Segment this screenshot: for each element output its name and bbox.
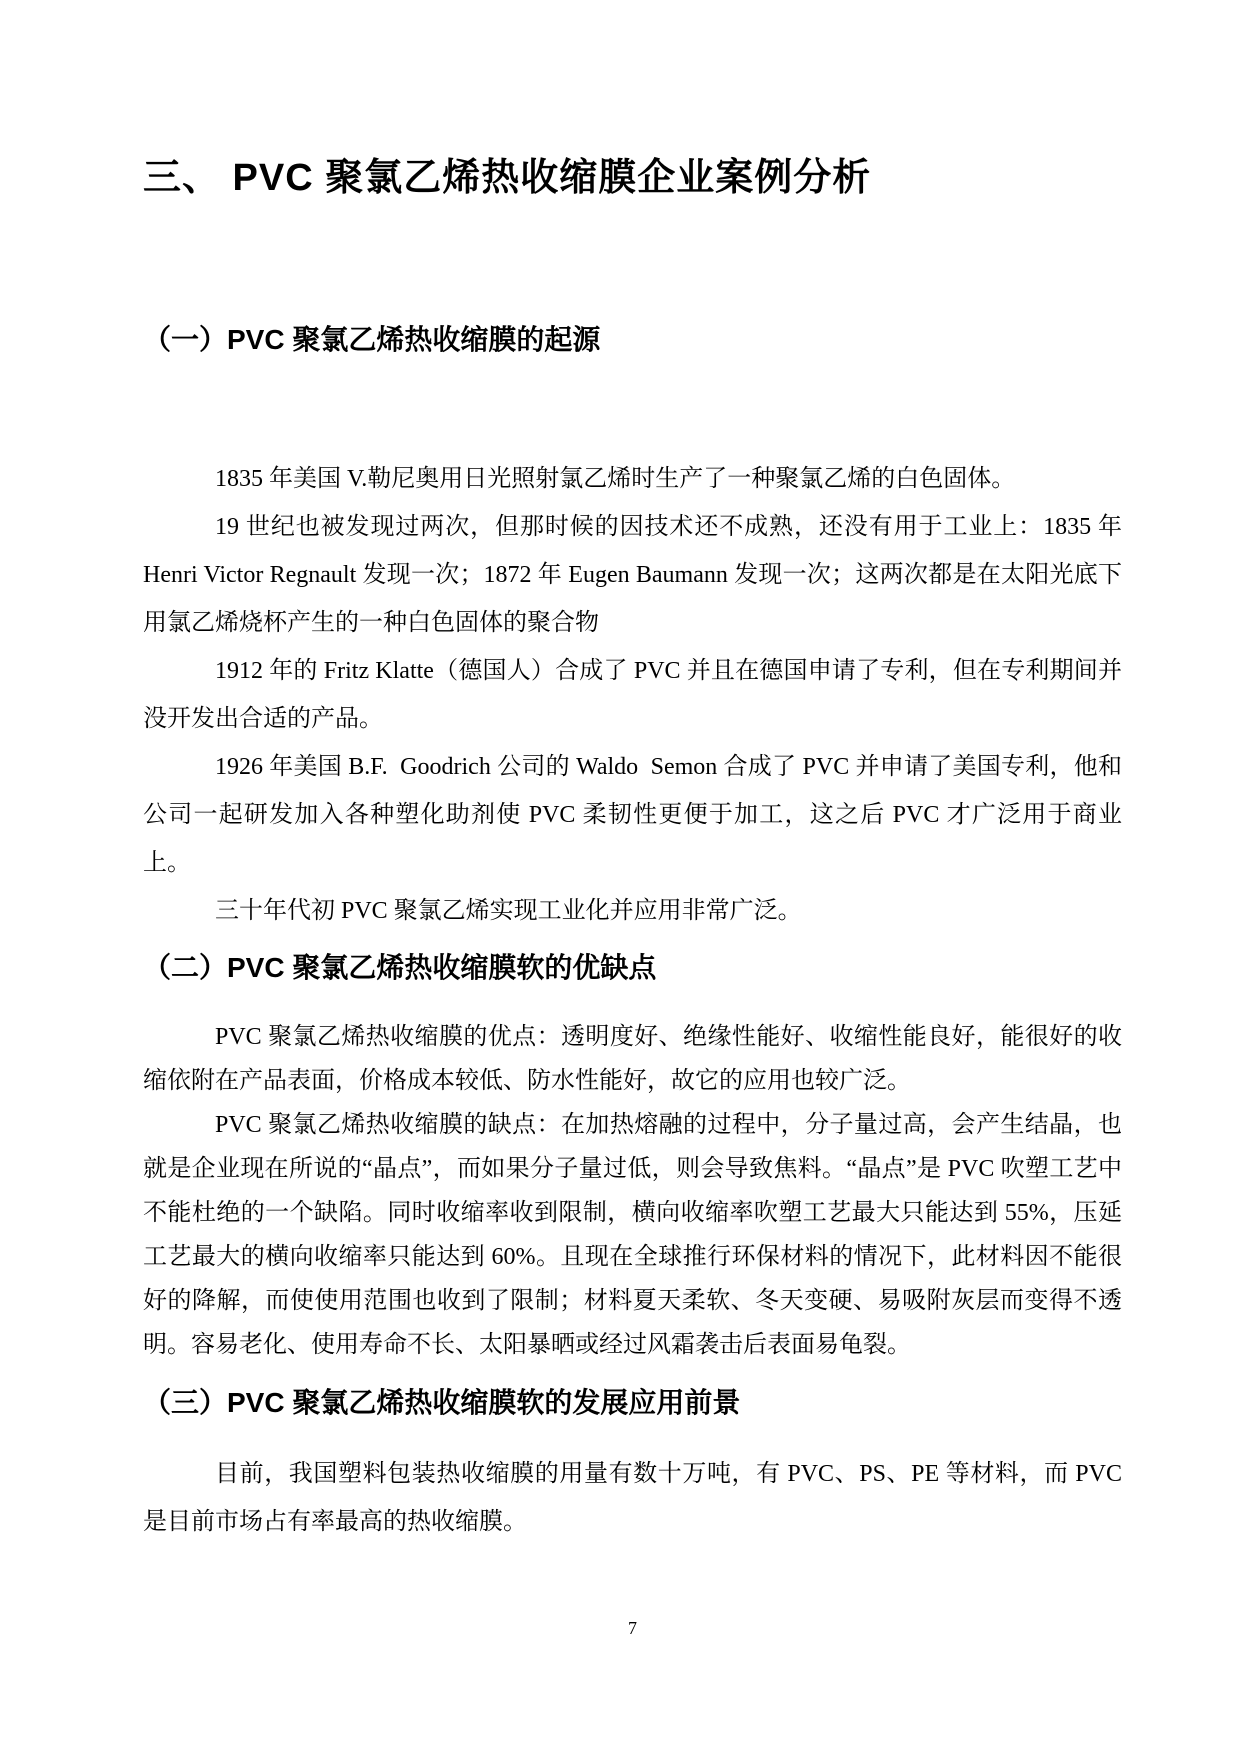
section-origin (143, 319, 1128, 935)
paragraph: 1912 年的 Fritz Klatte（德国人）合成了 PVC 并且在德国申请了专利，但在专利期间并没开发出合适的产品。 (143, 658, 1122, 732)
section-2-heading: （二）PVC 聚氯乙烯热收缩膜软的优缺点 (143, 952, 657, 983)
section-2-body (143, 1015, 1122, 1367)
paragraph: 三十年代初 PVC 聚氯乙烯实现工业化并应用非常广泛。 (215, 898, 802, 924)
paragraph: 目前，我国塑料包装热收缩膜的用量有数十万吨，有 PVC、PS、PE 等材料，而 PVC 是目前市场占有率最高的热收缩膜。 (143, 1461, 1128, 1535)
section-outlook (143, 1382, 1128, 1546)
section-3-heading: （三）PVC 聚氯乙烯热收缩膜软的发展应用前景 (143, 1387, 741, 1418)
document-title: 三、 PVC 聚氯乙烯热收缩膜企业案例分析 (143, 157, 872, 199)
section-3-body (143, 1450, 1128, 1546)
section-1-body (143, 455, 1128, 935)
section-1-heading: （一）PVC 聚氯乙烯热收缩膜的起源 (143, 324, 601, 355)
section-pros-cons (143, 947, 1122, 1367)
paragraph: PVC 聚氯乙烯热收缩膜的缺点：在加热熔融的过程中，分子量过高，会产生结晶，也就是企业现在所说的“晶点”，而如果分子量过低，则会导致焦料。“晶点”是 PVC 吹塑工艺中不能杜绝的一个缺陷。同时收缩率收到限制，横向收缩率吹塑工艺最大只能达到 55%，压延工艺最大的横向收缩率只能达到 60%。且现在全球推行环保材料的情况下，此材料因不能很好的降解，而使使用范围也收到了限制；材料夏天柔软、冬天变硬、易吸附灰层而变得不透明。容易老化、使用寿命不长、太阳暴晒或经过风霜袭击后表面易龟裂。 (143, 1112, 1122, 1358)
paragraph: 1835 年美国 V.勒尼奥用日光照射氯乙烯时生产了一种聚氯乙烯的白色固体。 (215, 466, 1016, 492)
paragraph: 19 世纪也被发现过两次，但那时候的因技术还不成熟，还没有用于工业上：1835 年 Henri Victor Regnault 发现一次；1872 年 Eugen Baumann 发现一次；这两次都是在太阳光底下用氯乙烯烧杯产生的一种白色固体的聚合物 (143, 514, 1128, 636)
page-number: 7 (628, 1618, 637, 1638)
paragraph: 1926 年美国 B.F. Goodrich 公司的 Waldo Semon 合成了 PVC 并申请了美国专利，他和公司一起研发加入各种塑化助剂使 PVC 柔韧性更便于加工，这之后 PVC 才广泛用于商业上。 (143, 754, 1122, 876)
paragraph: PVC 聚氯乙烯热收缩膜的优点：透明度好、绝缘性能好、收缩性能良好，能很好的收缩依附在产品表面，价格成本较低、防水性能好，故它的应用也较广泛。 (143, 1024, 1122, 1094)
